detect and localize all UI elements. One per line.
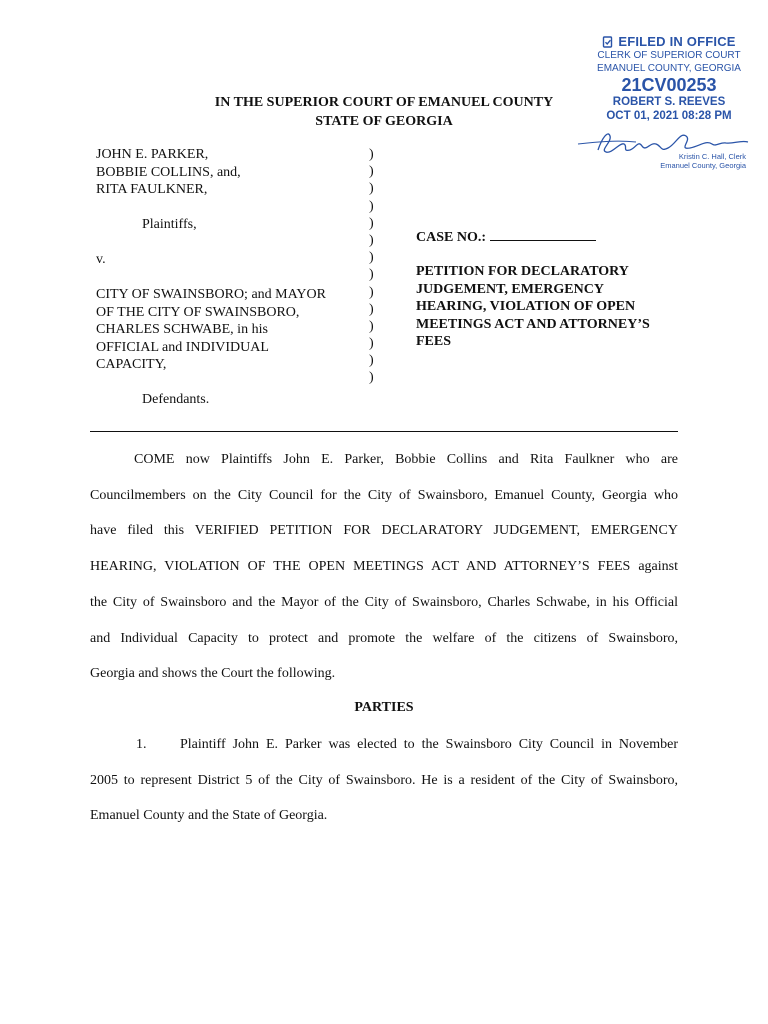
signature-county: Emanuel County, Georgia	[660, 161, 746, 170]
caption-paren: )	[369, 353, 374, 369]
stamp-clerk-office: CLERK OF SUPERIOR COURT	[597, 50, 741, 61]
plaintiff-name: BOBBIE COLLINS, and,	[96, 164, 241, 180]
caption-rule	[90, 431, 678, 432]
caption-paren: )	[369, 198, 374, 214]
petition-title-line: PETITION FOR DECLARATORY	[416, 264, 629, 279]
petition-title-line: HEARING, VIOLATION OF OPEN	[416, 299, 636, 314]
body-line: HEARING, VIOLATION OF THE OPEN MEETINGS ACT AND ATTORNEY’S FEES against	[90, 559, 678, 575]
defendant-name: CAPACITY,	[96, 357, 167, 372]
defendant-name: OF THE CITY OF SWAINSBORO,	[96, 304, 300, 320]
body-line: have filed this VERIFIED PETITION FOR DECLARATORY JUDGEMENT, EMERGENCY	[90, 523, 678, 539]
body-line: 2005 to represent District 5 of the City of Swainsboro. He is a resident of the City of Swainsboro,	[90, 772, 678, 788]
body-line: Georgia and shows the Court the following.	[90, 666, 336, 682]
plaintiffs-label: Plaintiffs,	[142, 217, 197, 232]
paragraph-number: 1.	[136, 737, 147, 752]
body-line: the City of Swainsboro and the Mayor of the City of Swainsboro, Charles Schwabe, in his Official	[90, 594, 678, 610]
caption-paren: )	[369, 147, 374, 162]
petition-title-line: MEETINGS ACT AND ATTORNEY’S	[416, 316, 650, 332]
caption-paren: )	[369, 215, 374, 231]
intro-paragraph	[90, 442, 678, 692]
defendant-name: CITY OF SWAINSBORO; and MAYOR	[96, 287, 326, 302]
document-check-icon	[602, 36, 614, 48]
case-number-label: CASE NO.:	[416, 230, 487, 245]
case-number-blank	[490, 228, 596, 241]
caption-paren: )	[369, 284, 374, 300]
caption-paren: )	[369, 164, 374, 180]
caption-paren: )	[369, 318, 374, 334]
petition-title	[416, 263, 666, 351]
body-line: COME now Plaintiffs John E. Parker, Bobbie Collins and Rita Faulkner who are	[134, 452, 678, 467]
versus-label: v.	[96, 252, 106, 267]
court-state: STATE OF GEORGIA	[315, 114, 453, 129]
plaintiff-name: RITA FAULKNER,	[96, 182, 208, 197]
defendant-name: OFFICIAL and INDIVIDUAL	[96, 339, 269, 355]
caption-paren: )	[369, 267, 374, 283]
caption-divider	[369, 146, 374, 387]
caption-paren: )	[369, 370, 374, 386]
section-heading-parties: PARTIES	[354, 700, 414, 715]
caption-paren: )	[369, 181, 374, 197]
body-line: Councilmembers on the City Council for the City of Swainsboro, Emanuel County, Georgia who	[90, 487, 678, 503]
court-heading	[130, 93, 638, 131]
body-line: 1. Plaintiff John E. Parker was elected to the Swainsboro City Council in November	[90, 727, 678, 763]
caption-paren: )	[369, 250, 374, 266]
signature-name: Kristin C. Hall, Clerk	[678, 152, 746, 161]
defendant-name: CHARLES SCHWABE, in his	[96, 322, 268, 337]
plaintiff-name: JOHN E. PARKER,	[96, 147, 209, 162]
defendants-label: Defendants.	[142, 392, 210, 407]
stamp-county: EMANUEL COUNTY, GEORGIA	[597, 63, 741, 74]
caption-paren: )	[369, 232, 374, 248]
caption-paren: )	[369, 301, 374, 317]
stamp-datetime: OCT 01, 2021 08:28 PM	[606, 110, 732, 122]
body-line: Emanuel County and the State of Georgia.	[90, 808, 328, 824]
caption-paren: )	[369, 336, 374, 352]
case-caption-parties	[96, 146, 326, 409]
court-name: IN THE SUPERIOR COURT OF EMANUEL COUNTY	[214, 95, 554, 110]
stamp-header: EFILED IN OFFICE	[586, 34, 752, 49]
stamp-case-number: 21CV00253	[621, 75, 717, 95]
petition-title-line: FEES	[416, 334, 452, 349]
numbered-paragraph-1	[90, 727, 678, 834]
stamp-clerk-name: ROBERT S. REEVES	[612, 96, 726, 108]
case-number-field	[416, 228, 596, 246]
body-line: and Individual Capacity to protect and promote the welfare of the citizens of Swainsboro,	[90, 630, 678, 646]
signature-caption	[636, 152, 746, 170]
petition-title-line: JUDGEMENT, EMERGENCY	[416, 281, 604, 297]
